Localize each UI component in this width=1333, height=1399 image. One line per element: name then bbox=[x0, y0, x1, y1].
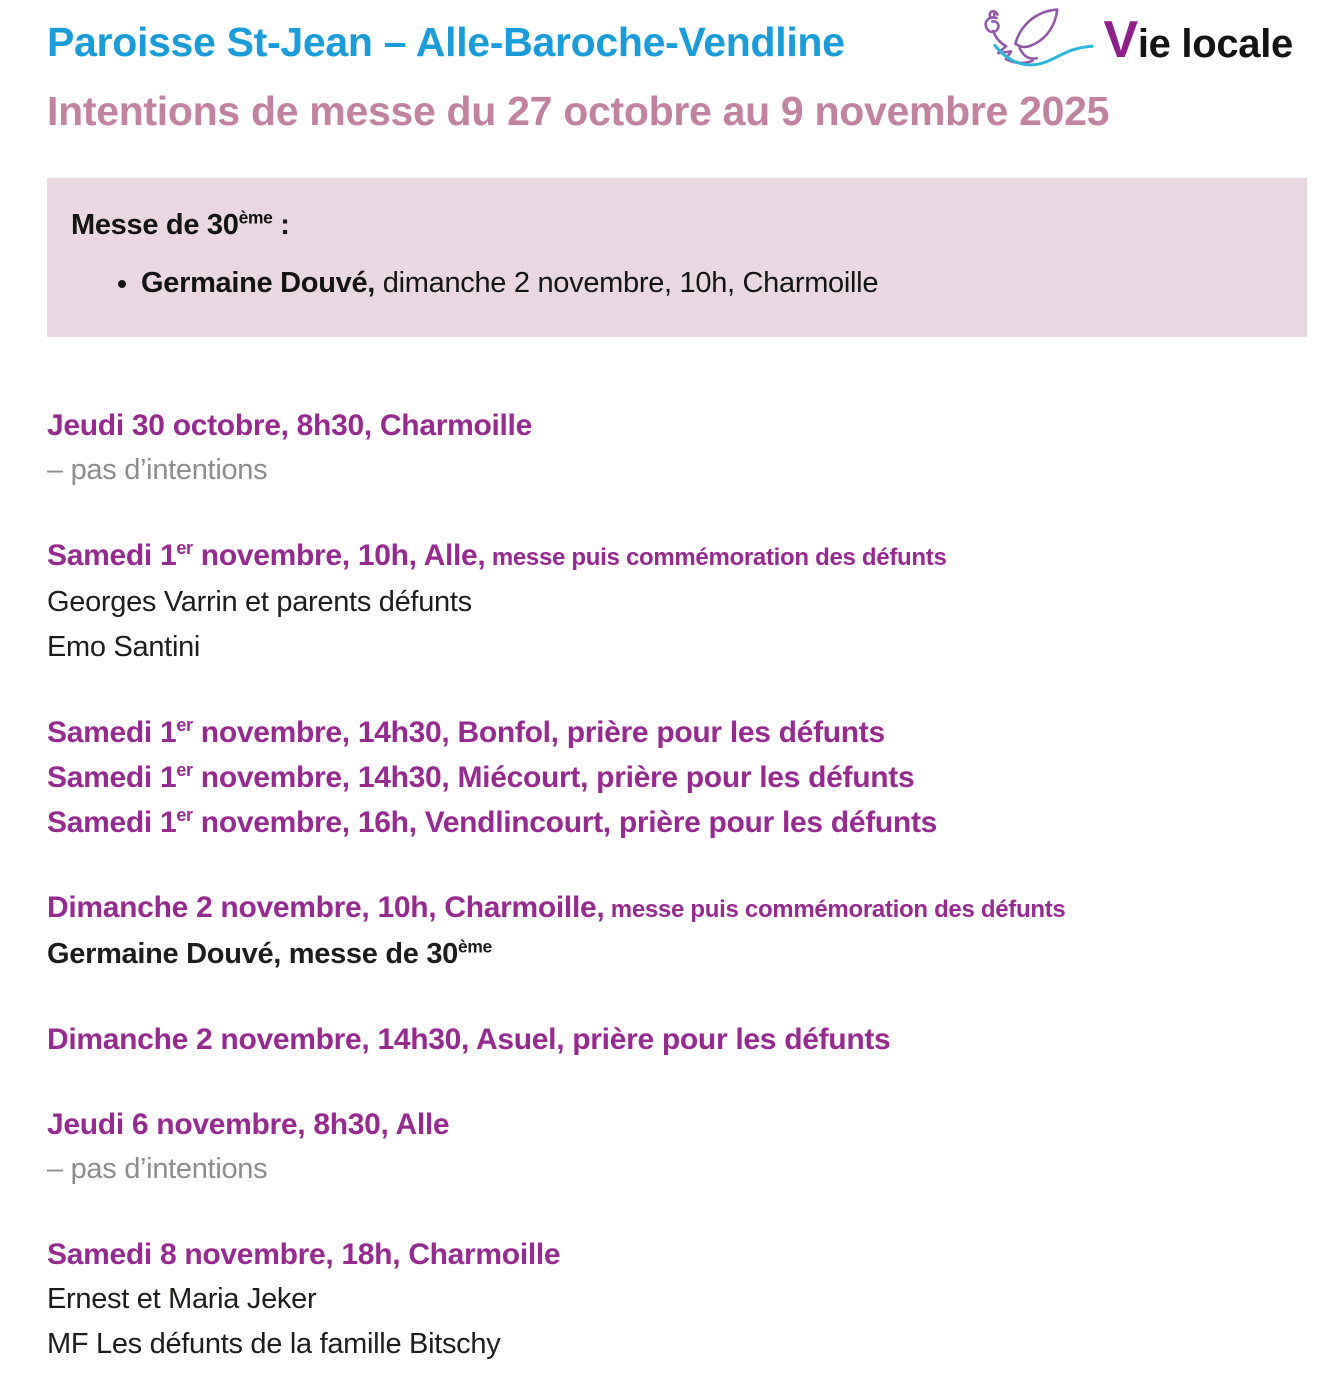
text-segment: Dimanche 2 novembre, 10h, Charmoille, bbox=[47, 890, 605, 924]
text-segment: ème bbox=[458, 936, 492, 957]
mass-section bbox=[47, 885, 1289, 977]
text-segment: messe puis commémoration des défunts bbox=[604, 895, 1066, 923]
section-heading bbox=[47, 1017, 1289, 1062]
logo-letter-v: V bbox=[1103, 11, 1138, 69]
mass-intentions-list bbox=[47, 403, 1289, 1367]
text-segment: Jeudi 30 octobre, 8h30, Charmoille bbox=[47, 408, 532, 442]
vie-locale-wordmark bbox=[1103, 10, 1293, 70]
section-heading bbox=[47, 710, 1289, 755]
section-heading bbox=[47, 800, 1289, 845]
text-segment: – pas d’intentions bbox=[47, 453, 268, 486]
page-title: Paroisse St-Jean – Alle-Baroche-Vendline bbox=[47, 19, 845, 65]
text-segment: novembre, 14h30, Miécourt, prière pour les défunts bbox=[192, 760, 915, 794]
dove-swirl-icon bbox=[971, 2, 1099, 87]
notice-box bbox=[47, 178, 1307, 336]
text-segment: Samedi 8 novembre, 18h, Charmoille bbox=[47, 1237, 561, 1271]
section-heading bbox=[47, 1102, 1289, 1147]
section-line bbox=[47, 1277, 1289, 1322]
section-line bbox=[47, 448, 1289, 493]
text-segment: dimanche 2 novembre, 10h, Charmoille bbox=[375, 266, 879, 299]
text-segment: messe puis commémoration des défunts bbox=[485, 543, 947, 571]
section-line bbox=[47, 1147, 1289, 1192]
text-segment: Georges Varrin et parents défunts bbox=[47, 585, 472, 618]
text-segment: Samedi 1 bbox=[47, 538, 177, 572]
text-segment: Germaine Douvé, bbox=[141, 266, 376, 299]
mass-section bbox=[47, 1017, 1289, 1062]
text-segment: novembre, 16h, Vendlincourt, prière pour les défunts bbox=[192, 805, 938, 839]
section-line bbox=[47, 580, 1289, 625]
text-segment: Emo Santini bbox=[47, 630, 201, 663]
section-line bbox=[47, 1322, 1289, 1367]
text-segment: er bbox=[176, 537, 193, 558]
text-segment: – pas d’intentions bbox=[47, 1152, 268, 1185]
section-heading bbox=[47, 1232, 1289, 1277]
text-segment: Samedi 1 bbox=[47, 805, 177, 839]
text-segment: Germaine Douvé, messe de 30 bbox=[47, 937, 458, 970]
text-segment: novembre, 14h30, Bonfol, prière pour les défunts bbox=[192, 715, 885, 749]
section-heading bbox=[47, 755, 1289, 800]
logo-text: ie locale bbox=[1137, 22, 1293, 66]
notice-bullet-list bbox=[71, 265, 1277, 303]
section-heading bbox=[47, 885, 1289, 932]
text-segment: novembre, 10h, Alle, bbox=[192, 538, 486, 572]
text-segment: er bbox=[176, 759, 193, 780]
text-segment: er bbox=[176, 804, 193, 825]
notice-heading: Messe de 30ème : bbox=[71, 207, 290, 242]
text-segment: MF Les défunts de la famille Bitschy bbox=[47, 1327, 501, 1360]
vie-locale-logo bbox=[971, 0, 1293, 87]
mass-section bbox=[47, 533, 1289, 670]
mass-section bbox=[47, 1102, 1289, 1192]
mass-section bbox=[47, 403, 1289, 493]
notice-bullet-item bbox=[141, 265, 1277, 303]
section-line bbox=[47, 932, 1289, 977]
text-segment: Samedi 1 bbox=[47, 715, 177, 749]
section-heading bbox=[47, 533, 1289, 580]
mass-section bbox=[47, 1232, 1289, 1367]
text-segment: Dimanche 2 novembre, 14h30, Asuel, prière pour les défunts bbox=[47, 1022, 891, 1056]
text-segment: er bbox=[176, 714, 193, 735]
page-subtitle: Intentions de messe du 27 octobre au 9 novembre 2025 bbox=[47, 88, 1110, 135]
section-line bbox=[47, 625, 1289, 670]
mass-section bbox=[47, 710, 1289, 845]
section-heading bbox=[47, 403, 1289, 448]
text-segment: Jeudi 6 novembre, 8h30, Alle bbox=[47, 1107, 450, 1141]
text-segment: Ernest et Maria Jeker bbox=[47, 1282, 317, 1315]
text-segment: Samedi 1 bbox=[47, 760, 177, 794]
